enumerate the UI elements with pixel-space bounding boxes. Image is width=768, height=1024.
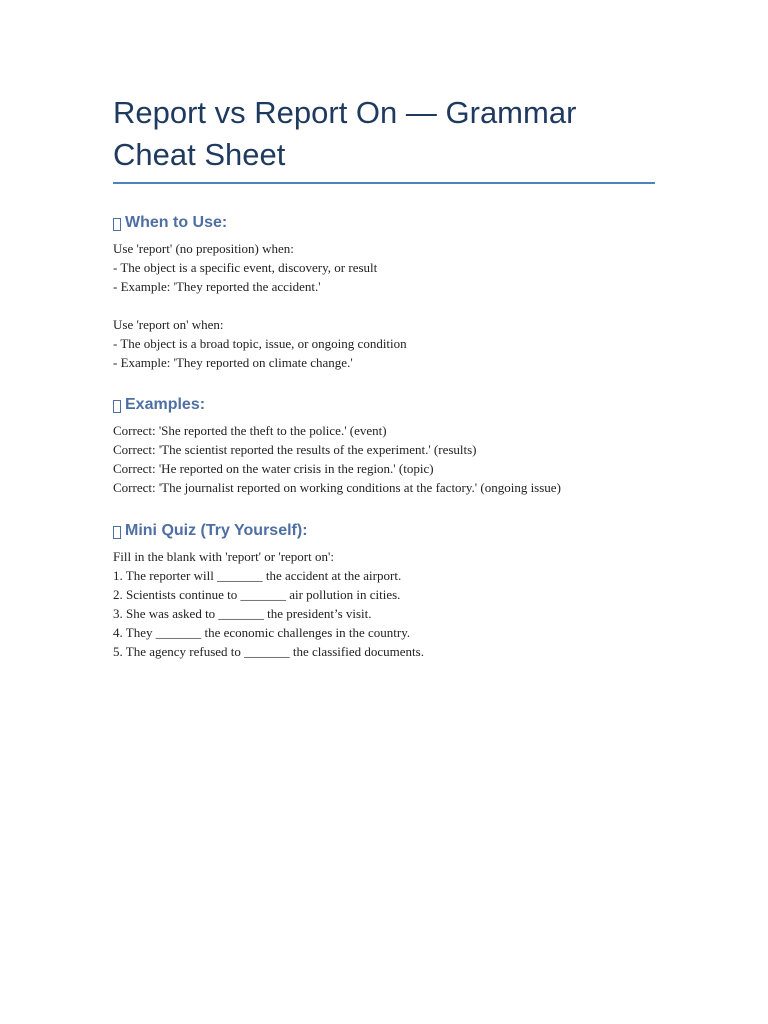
section-mini-quiz: [113, 520, 655, 661]
section-heading-when-to-use: [113, 212, 655, 234]
section-heading-examples: [113, 394, 655, 416]
document-page: [113, 92, 655, 683]
body-line: - Example: 'They reported on climate change.': [113, 355, 353, 370]
section-examples: [113, 394, 655, 497]
section-when-to-use: [113, 212, 655, 372]
missing-glyph-icon: [113, 400, 121, 413]
quiz-item: 4. They _______ the economic challenges in the country.: [113, 625, 411, 640]
missing-glyph-icon: [113, 526, 121, 539]
quiz-item: 1. The reporter will _______ the accident at the airport.: [113, 568, 402, 583]
section-heading-label: When to Use:: [125, 214, 228, 231]
body-line: Use 'report on' when:: [113, 317, 224, 332]
body-line: Correct: 'The journalist reported on working conditions at the factory.' (ongoing issue): [113, 480, 561, 495]
title-underline-rule: [113, 182, 655, 184]
missing-glyph-icon: [113, 218, 121, 231]
blank-line: [113, 296, 655, 315]
document-title: Report vs Report On — Grammar Cheat Sheet: [113, 95, 577, 172]
body-line: - The object is a specific event, discovery, or result: [113, 260, 378, 275]
body-line: - The object is a broad topic, issue, or ongoing condition: [113, 336, 407, 351]
body-line: Fill in the blank with 'report' or 'report on':: [113, 549, 334, 564]
body-line: - Example: 'They reported the accident.': [113, 279, 321, 294]
body-line: Correct: 'She reported the theft to the police.' (event): [113, 423, 387, 438]
quiz-item: 3. She was asked to _______ the president’s visit.: [113, 606, 372, 621]
quiz-item: 2. Scientists continue to _______ air pollution in cities.: [113, 587, 401, 602]
section-heading-mini-quiz: [113, 520, 655, 542]
body-line: Correct: 'He reported on the water crisis in the region.' (topic): [113, 461, 434, 476]
body-line: Use 'report' (no preposition) when:: [113, 241, 294, 256]
quiz-item: 5. The agency refused to _______ the classified documents.: [113, 644, 424, 659]
section-heading-label: Examples:: [125, 396, 206, 413]
body-line: Correct: 'The scientist reported the results of the experiment.' (results): [113, 442, 477, 457]
section-heading-label: Mini Quiz (Try Yourself):: [125, 522, 308, 539]
